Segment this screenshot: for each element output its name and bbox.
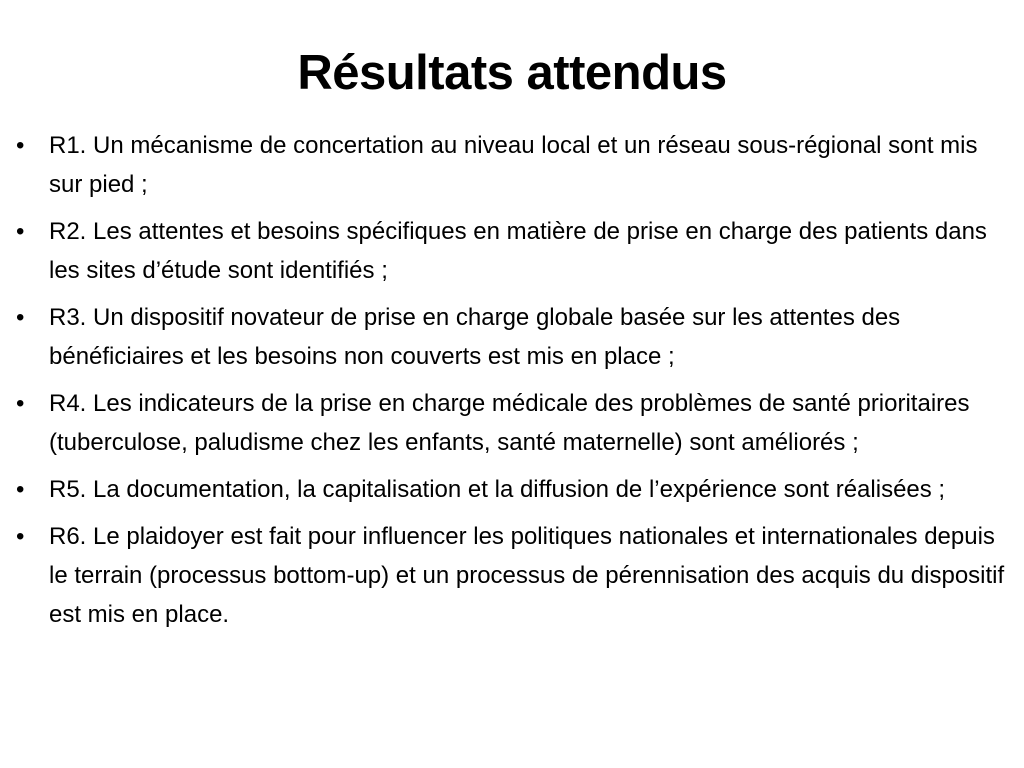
bullet-text: R6. Le plaidoyer est fait pour influencer les politiques nationales et internationales depuis le terrain (processus bottom-up) et un processus de pérennisation des acquis du dispositif est mis en place. xyxy=(49,523,1005,628)
bullet-icon: • xyxy=(16,132,25,159)
bullet-icon: • xyxy=(16,390,25,417)
bullet-text: R4. Les indicateurs de la prise en charge médicale des problèmes de santé prioritaires (tuberculose, paludisme chez les enfants, santé maternelle) sont améliorés ; xyxy=(49,390,970,456)
bullet-item-r2 xyxy=(16,212,1012,290)
bullet-text: R1. Un mécanisme de concertation au niveau local et un réseau sous-régional sont mis sur pied ; xyxy=(49,132,978,198)
bullet-icon: • xyxy=(16,476,25,503)
bullet-item-r3 xyxy=(16,298,1012,376)
bullet-text: R2. Les attentes et besoins spécifiques en matière de prise en charge des patients dans les sites d’étude sont identifiés ; xyxy=(49,218,987,284)
bullet-item-r5 xyxy=(16,470,1012,509)
bullet-list xyxy=(16,126,1012,642)
bullet-icon: • xyxy=(16,304,25,331)
slide-title: Résultats attendus xyxy=(297,46,727,100)
bullet-icon: • xyxy=(16,218,25,245)
bullet-text: R3. Un dispositif novateur de prise en charge globale basée sur les attentes des bénéficiaires et les besoins non couverts est mis en place ; xyxy=(49,304,901,370)
bullet-icon: • xyxy=(16,523,25,550)
bullet-item-r1 xyxy=(16,126,1012,204)
bullet-text: R5. La documentation, la capitalisation et la diffusion de l’expérience sont réalisées ; xyxy=(49,476,946,503)
bullet-item-r4 xyxy=(16,384,1012,462)
bullet-item-r6 xyxy=(16,517,1012,634)
